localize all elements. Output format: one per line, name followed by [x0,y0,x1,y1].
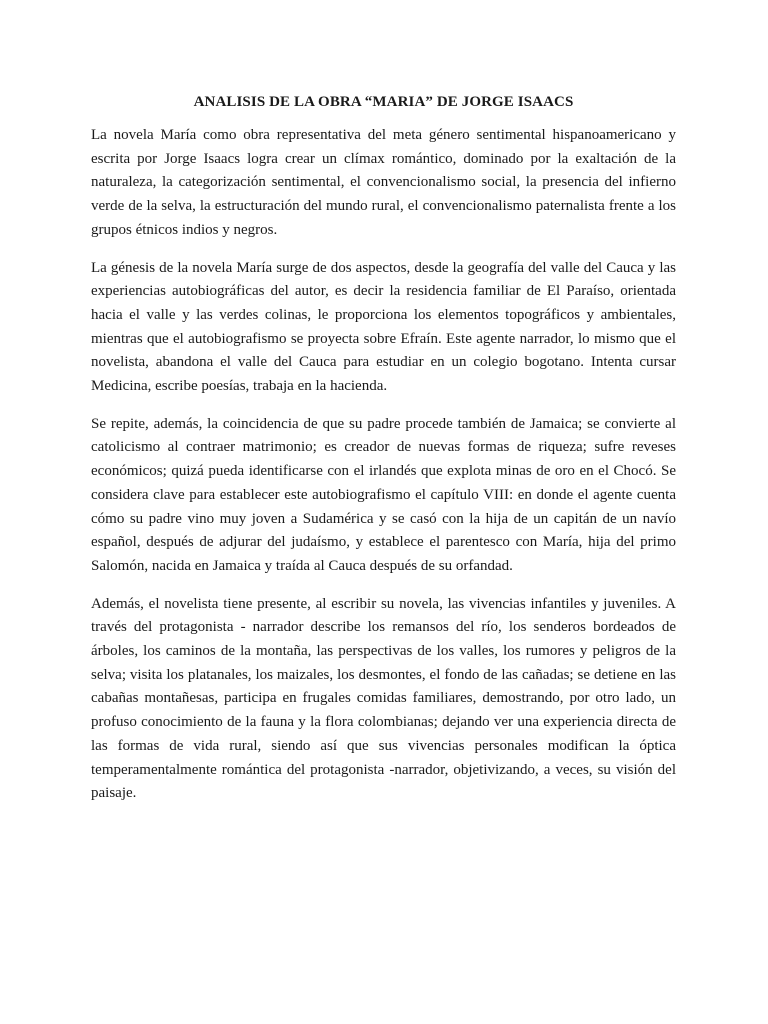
paragraph-1: La novela María como obra representativa del meta género sentimental hispanoamericano y escrita por Jorge Isaacs logra crear un clímax romántico, dominado por la exaltación de la naturaleza, la categorización sentimental, el convencionalismo social, la presencia del infierno verde de la selva, la estructuración del mundo rural, el convencionalismo paternalista frente a los grupos étnicos indios y negros. [91,127,676,238]
document-body [91,90,676,820]
paragraph-4: Además, el novelista tiene presente, al escribir su novela, las vivencias infantiles y juveniles. A través del protagonista - narrador describe los remansos del río, los senderos bordeados de árboles, los caminos de la montaña, las perspectivas de los valles, los rumores y peligros de la selva; visita los platanales, los maizales, los desmontes, el fondo de las cañadas; se detiene en las cabañas montañesas, participa en frugales comidas familiares, demostrando, por otro lado, un profuso conocimiento de la fauna y la flora colombianas; dejando ver una experiencia directa de las formas de vida rural, siendo así que sus vivencias personales modifican la óptica temperamentalmente romántica del protagonista -narrador, objetivizando, a veces, su visión del paisaje. [91,595,676,802]
document-title: ANALISIS DE LA OBRA “MARIA” DE JORGE ISAACS [193,94,574,110]
paragraph-2: La génesis de la novela María surge de dos aspectos, desde la geografía del valle del Cauca y las experiencias autobiográficas del autor, es decir la residencia familiar de El Paraíso, orientada hacia el valle y las verdes colinas, le proporciona los elementos topográficos y ambientales, mientras que el autobiografismo se proyecta sobre Efraín. Este agente narrador, lo mismo que el novelista, abandona el valle del Cauca para estudiar en un colegio bogotano. Intenta cursar Medicina, escribe poesías, trabaja en la hacienda. [91,259,676,395]
paragraph-3: Se repite, además, la coincidencia de que su padre procede también de Jamaica; se convierte al catolicismo al contraer matrimonio; es creador de nuevas formas de riqueza; sufre reveses económicos; quizá pueda identificarse con el irlandés que explota minas de oro en el Chocó. Se considera clave para establecer este autobiografismo el capítulo VIII: en donde el agente cuenta cómo su padre vino muy joven a Sudamérica y se casó con la hija de un capitán de un navío español, después de adjurar del judaísmo, y establece el parentesco con María, hija del primo Salomón, nacida en Jamaica y traída al Cauca después de su orfandad. [91,415,676,574]
